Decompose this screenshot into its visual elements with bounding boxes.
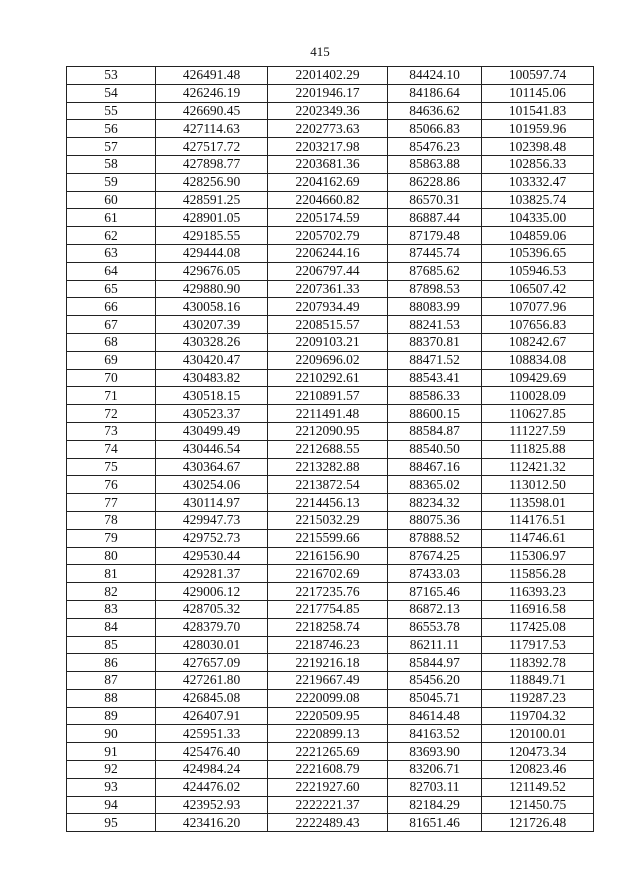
table-cell: 429530.44 (156, 547, 268, 565)
table-cell: 2213872.54 (268, 476, 388, 494)
table-cell: 109429.69 (482, 369, 594, 387)
table-cell: 2219667.49 (268, 672, 388, 690)
table-cell: 2201946.17 (268, 84, 388, 102)
table-cell: 84 (67, 618, 156, 636)
table-cell: 430420.47 (156, 351, 268, 369)
table-cell: 82703.11 (388, 778, 482, 796)
table-cell: 86 (67, 654, 156, 672)
table-cell: 101145.06 (482, 84, 594, 102)
table-cell: 2203681.36 (268, 155, 388, 173)
table-cell: 95 (67, 814, 156, 832)
table-cell: 2218258.74 (268, 618, 388, 636)
table-cell: 2202349.36 (268, 102, 388, 120)
table-cell: 83693.90 (388, 743, 482, 761)
table-cell: 118849.71 (482, 672, 594, 690)
table-cell: 61 (67, 209, 156, 227)
table-cell: 87685.62 (388, 262, 482, 280)
table-cell: 428901.05 (156, 209, 268, 227)
table-cell: 121149.52 (482, 778, 594, 796)
table-cell: 88234.32 (388, 494, 482, 512)
table-cell: 2209696.02 (268, 351, 388, 369)
table-row (67, 316, 594, 334)
table-cell: 111825.88 (482, 440, 594, 458)
table-cell: 120100.01 (482, 725, 594, 743)
table-cell: 430483.82 (156, 369, 268, 387)
table-cell: 2205174.59 (268, 209, 388, 227)
table-cell: 86211.11 (388, 636, 482, 654)
table-cell: 113598.01 (482, 494, 594, 512)
table-cell: 2212688.55 (268, 440, 388, 458)
table-cell: 77 (67, 494, 156, 512)
table-cell: 91 (67, 743, 156, 761)
table-cell: 88471.52 (388, 351, 482, 369)
table-cell: 88365.02 (388, 476, 482, 494)
table-cell: 57 (67, 138, 156, 156)
table-row (67, 511, 594, 529)
table-cell: 75 (67, 458, 156, 476)
table-row (67, 209, 594, 227)
table-cell: 67 (67, 316, 156, 334)
table-cell: 88370.81 (388, 333, 482, 351)
table-cell: 428256.90 (156, 173, 268, 191)
table-row (67, 440, 594, 458)
table-cell: 2209103.21 (268, 333, 388, 351)
table-cell: 87674.25 (388, 547, 482, 565)
table-cell: 88075.36 (388, 511, 482, 529)
table-cell: 120823.46 (482, 761, 594, 779)
table-cell: 85 (67, 636, 156, 654)
table-cell: 2217235.76 (268, 583, 388, 601)
table-cell: 87898.53 (388, 280, 482, 298)
table-row (67, 707, 594, 725)
table-row (67, 422, 594, 440)
table-cell: 120473.34 (482, 743, 594, 761)
table-cell: 86887.44 (388, 209, 482, 227)
table-cell: 2221608.79 (268, 761, 388, 779)
table-cell: 74 (67, 440, 156, 458)
table-cell: 2204660.82 (268, 191, 388, 209)
table-cell: 426407.91 (156, 707, 268, 725)
table-cell: 65 (67, 280, 156, 298)
table-cell: 116393.23 (482, 583, 594, 601)
table-cell: 429947.73 (156, 511, 268, 529)
table-row (67, 743, 594, 761)
table-row (67, 102, 594, 120)
table-cell: 88083.99 (388, 298, 482, 316)
table-cell: 430499.49 (156, 422, 268, 440)
table-cell: 427657.09 (156, 654, 268, 672)
table-cell: 423952.93 (156, 796, 268, 814)
table-cell: 119704.32 (482, 707, 594, 725)
table-cell: 117425.08 (482, 618, 594, 636)
table-cell: 54 (67, 84, 156, 102)
table-cell: 426246.19 (156, 84, 268, 102)
table-cell: 87888.52 (388, 529, 482, 547)
table-cell: 58 (67, 155, 156, 173)
table-cell: 428030.01 (156, 636, 268, 654)
table-cell: 2205702.79 (268, 227, 388, 245)
table-cell: 111227.59 (482, 422, 594, 440)
table-row (67, 583, 594, 601)
table-row (67, 725, 594, 743)
table-cell: 78 (67, 511, 156, 529)
table-row (67, 689, 594, 707)
table-cell: 71 (67, 387, 156, 405)
table-row (67, 494, 594, 512)
table-cell: 430114.97 (156, 494, 268, 512)
table-cell: 85863.88 (388, 155, 482, 173)
table-row (67, 262, 594, 280)
table-cell: 426690.45 (156, 102, 268, 120)
table-row (67, 405, 594, 423)
table-cell: 83 (67, 600, 156, 618)
table-body (67, 67, 594, 832)
table-cell: 430328.26 (156, 333, 268, 351)
table-row (67, 173, 594, 191)
table-cell: 114176.51 (482, 511, 594, 529)
table-cell: 2202773.63 (268, 120, 388, 138)
table-cell: 104335.00 (482, 209, 594, 227)
table-cell: 84636.62 (388, 102, 482, 120)
table-cell: 2203217.98 (268, 138, 388, 156)
table-cell: 87445.74 (388, 244, 482, 262)
table-cell: 429880.90 (156, 280, 268, 298)
table-cell: 85456.20 (388, 672, 482, 690)
table-cell: 64 (67, 262, 156, 280)
table-cell: 84614.48 (388, 707, 482, 725)
table-cell: 73 (67, 422, 156, 440)
table-cell: 83206.71 (388, 761, 482, 779)
table-cell: 70 (67, 369, 156, 387)
table-cell: 104859.06 (482, 227, 594, 245)
table-cell: 428379.70 (156, 618, 268, 636)
table-cell: 114746.61 (482, 529, 594, 547)
table-cell: 107077.96 (482, 298, 594, 316)
table-row (67, 120, 594, 138)
table-cell: 85476.23 (388, 138, 482, 156)
table-cell: 2222489.43 (268, 814, 388, 832)
table-cell: 2204162.69 (268, 173, 388, 191)
table-cell: 89 (67, 707, 156, 725)
table-cell: 55 (67, 102, 156, 120)
table-row (67, 565, 594, 583)
table-cell: 88467.16 (388, 458, 482, 476)
table-cell: 103332.47 (482, 173, 594, 191)
table-cell: 79 (67, 529, 156, 547)
table-cell: 72 (67, 405, 156, 423)
table-cell: 87433.03 (388, 565, 482, 583)
table-row (67, 138, 594, 156)
table-cell: 2213282.88 (268, 458, 388, 476)
table-cell: 2208515.57 (268, 316, 388, 334)
table-cell: 88241.53 (388, 316, 482, 334)
table-cell: 2215599.66 (268, 529, 388, 547)
table-cell: 59 (67, 173, 156, 191)
table-cell: 424984.24 (156, 761, 268, 779)
table-row (67, 654, 594, 672)
table-cell: 115856.28 (482, 565, 594, 583)
table-row (67, 67, 594, 85)
table-row (67, 351, 594, 369)
table-cell: 428705.32 (156, 600, 268, 618)
table-cell: 80 (67, 547, 156, 565)
table-cell: 424476.02 (156, 778, 268, 796)
table-cell: 2211491.48 (268, 405, 388, 423)
table-row (67, 191, 594, 209)
table-cell: 100597.74 (482, 67, 594, 85)
table-cell: 105946.53 (482, 262, 594, 280)
table-cell: 81651.46 (388, 814, 482, 832)
table-cell: 2216156.90 (268, 547, 388, 565)
table-row (67, 796, 594, 814)
table-cell: 85066.83 (388, 120, 482, 138)
table-cell: 84424.10 (388, 67, 482, 85)
table-cell: 106507.42 (482, 280, 594, 298)
table-cell: 429752.73 (156, 529, 268, 547)
table-cell: 2201402.29 (268, 67, 388, 85)
table-row (67, 84, 594, 102)
table-cell: 87 (67, 672, 156, 690)
table-cell: 53 (67, 67, 156, 85)
table-cell: 108242.67 (482, 333, 594, 351)
table-cell: 425951.33 (156, 725, 268, 743)
table-cell: 2220509.95 (268, 707, 388, 725)
table-cell: 108834.08 (482, 351, 594, 369)
table-cell: 2206244.16 (268, 244, 388, 262)
page-number: 415 (310, 44, 330, 59)
table-cell: 112421.32 (482, 458, 594, 476)
table-row (67, 529, 594, 547)
table-cell: 2221265.69 (268, 743, 388, 761)
table-cell: 427517.72 (156, 138, 268, 156)
table-cell: 2215032.29 (268, 511, 388, 529)
table-cell: 84186.64 (388, 84, 482, 102)
table-cell: 110028.09 (482, 387, 594, 405)
table-cell: 118392.78 (482, 654, 594, 672)
table-cell: 429281.37 (156, 565, 268, 583)
table-cell: 86228.86 (388, 173, 482, 191)
table-cell: 88584.87 (388, 422, 482, 440)
table-cell: 86872.13 (388, 600, 482, 618)
table-cell: 69 (67, 351, 156, 369)
table-cell: 84163.52 (388, 725, 482, 743)
table-cell: 427898.77 (156, 155, 268, 173)
table-cell: 2216702.69 (268, 565, 388, 583)
table-cell: 2206797.44 (268, 262, 388, 280)
table-cell: 107656.83 (482, 316, 594, 334)
table-cell: 2207361.33 (268, 280, 388, 298)
table-cell: 90 (67, 725, 156, 743)
table-cell: 115306.97 (482, 547, 594, 565)
table-cell: 66 (67, 298, 156, 316)
table-cell: 82 (67, 583, 156, 601)
table-cell: 430523.37 (156, 405, 268, 423)
table-row (67, 778, 594, 796)
table-cell: 105396.65 (482, 244, 594, 262)
table-cell: 92 (67, 761, 156, 779)
table-cell: 121726.48 (482, 814, 594, 832)
table-row (67, 547, 594, 565)
table-cell: 427114.63 (156, 120, 268, 138)
table-cell: 102398.48 (482, 138, 594, 156)
table-cell: 81 (67, 565, 156, 583)
table-cell: 82184.29 (388, 796, 482, 814)
table-cell: 2210292.61 (268, 369, 388, 387)
table-cell: 2214456.13 (268, 494, 388, 512)
table-cell: 101959.96 (482, 120, 594, 138)
data-table (66, 66, 594, 832)
table-cell: 2222221.37 (268, 796, 388, 814)
table-row (67, 387, 594, 405)
table-row (67, 227, 594, 245)
table-row (67, 476, 594, 494)
table-cell: 430058.16 (156, 298, 268, 316)
table-cell: 429444.08 (156, 244, 268, 262)
table-row (67, 298, 594, 316)
table-cell: 113012.50 (482, 476, 594, 494)
table-row (67, 618, 594, 636)
table-cell: 2218746.23 (268, 636, 388, 654)
table-cell: 2217754.85 (268, 600, 388, 618)
table-cell: 94 (67, 796, 156, 814)
table-cell: 430207.39 (156, 316, 268, 334)
table-cell: 88600.15 (388, 405, 482, 423)
table-cell: 2219216.18 (268, 654, 388, 672)
table-row (67, 244, 594, 262)
table-row (67, 333, 594, 351)
table-cell: 423416.20 (156, 814, 268, 832)
table-cell: 63 (67, 244, 156, 262)
table-cell: 2210891.57 (268, 387, 388, 405)
table-cell: 117917.53 (482, 636, 594, 654)
table-cell: 102856.33 (482, 155, 594, 173)
table-cell: 87179.48 (388, 227, 482, 245)
table-cell: 426845.08 (156, 689, 268, 707)
table-cell: 87165.46 (388, 583, 482, 601)
table-cell: 2221927.60 (268, 778, 388, 796)
table-cell: 110627.85 (482, 405, 594, 423)
table-cell: 430518.15 (156, 387, 268, 405)
table-cell: 430446.54 (156, 440, 268, 458)
table-cell: 68 (67, 333, 156, 351)
table-cell: 88 (67, 689, 156, 707)
table-cell: 103825.74 (482, 191, 594, 209)
table-cell: 76 (67, 476, 156, 494)
table-cell: 119287.23 (482, 689, 594, 707)
table-row (67, 814, 594, 832)
table-row (67, 369, 594, 387)
table-cell: 2212090.95 (268, 422, 388, 440)
table-cell: 2220899.13 (268, 725, 388, 743)
table-row (67, 636, 594, 654)
table-cell: 86553.78 (388, 618, 482, 636)
table-cell: 88586.33 (388, 387, 482, 405)
table-cell: 428591.25 (156, 191, 268, 209)
table-row (67, 458, 594, 476)
table-cell: 60 (67, 191, 156, 209)
table-cell: 429185.55 (156, 227, 268, 245)
table-cell: 88540.50 (388, 440, 482, 458)
table-cell: 85844.97 (388, 654, 482, 672)
table-row (67, 672, 594, 690)
table-cell: 429006.12 (156, 583, 268, 601)
table-cell: 430364.67 (156, 458, 268, 476)
table-row (67, 155, 594, 173)
table-cell: 426491.48 (156, 67, 268, 85)
table-cell: 429676.05 (156, 262, 268, 280)
table-cell: 88543.41 (388, 369, 482, 387)
table-cell: 85045.71 (388, 689, 482, 707)
table-cell: 430254.06 (156, 476, 268, 494)
table-cell: 121450.75 (482, 796, 594, 814)
table-cell: 2220099.08 (268, 689, 388, 707)
table-cell: 62 (67, 227, 156, 245)
table-cell: 116916.58 (482, 600, 594, 618)
table-cell: 425476.40 (156, 743, 268, 761)
table-cell: 101541.83 (482, 102, 594, 120)
table-cell: 86570.31 (388, 191, 482, 209)
table-cell: 93 (67, 778, 156, 796)
table-row (67, 600, 594, 618)
table-cell: 2207934.49 (268, 298, 388, 316)
table-cell: 427261.80 (156, 672, 268, 690)
table-cell: 56 (67, 120, 156, 138)
table-row (67, 280, 594, 298)
table-row (67, 761, 594, 779)
